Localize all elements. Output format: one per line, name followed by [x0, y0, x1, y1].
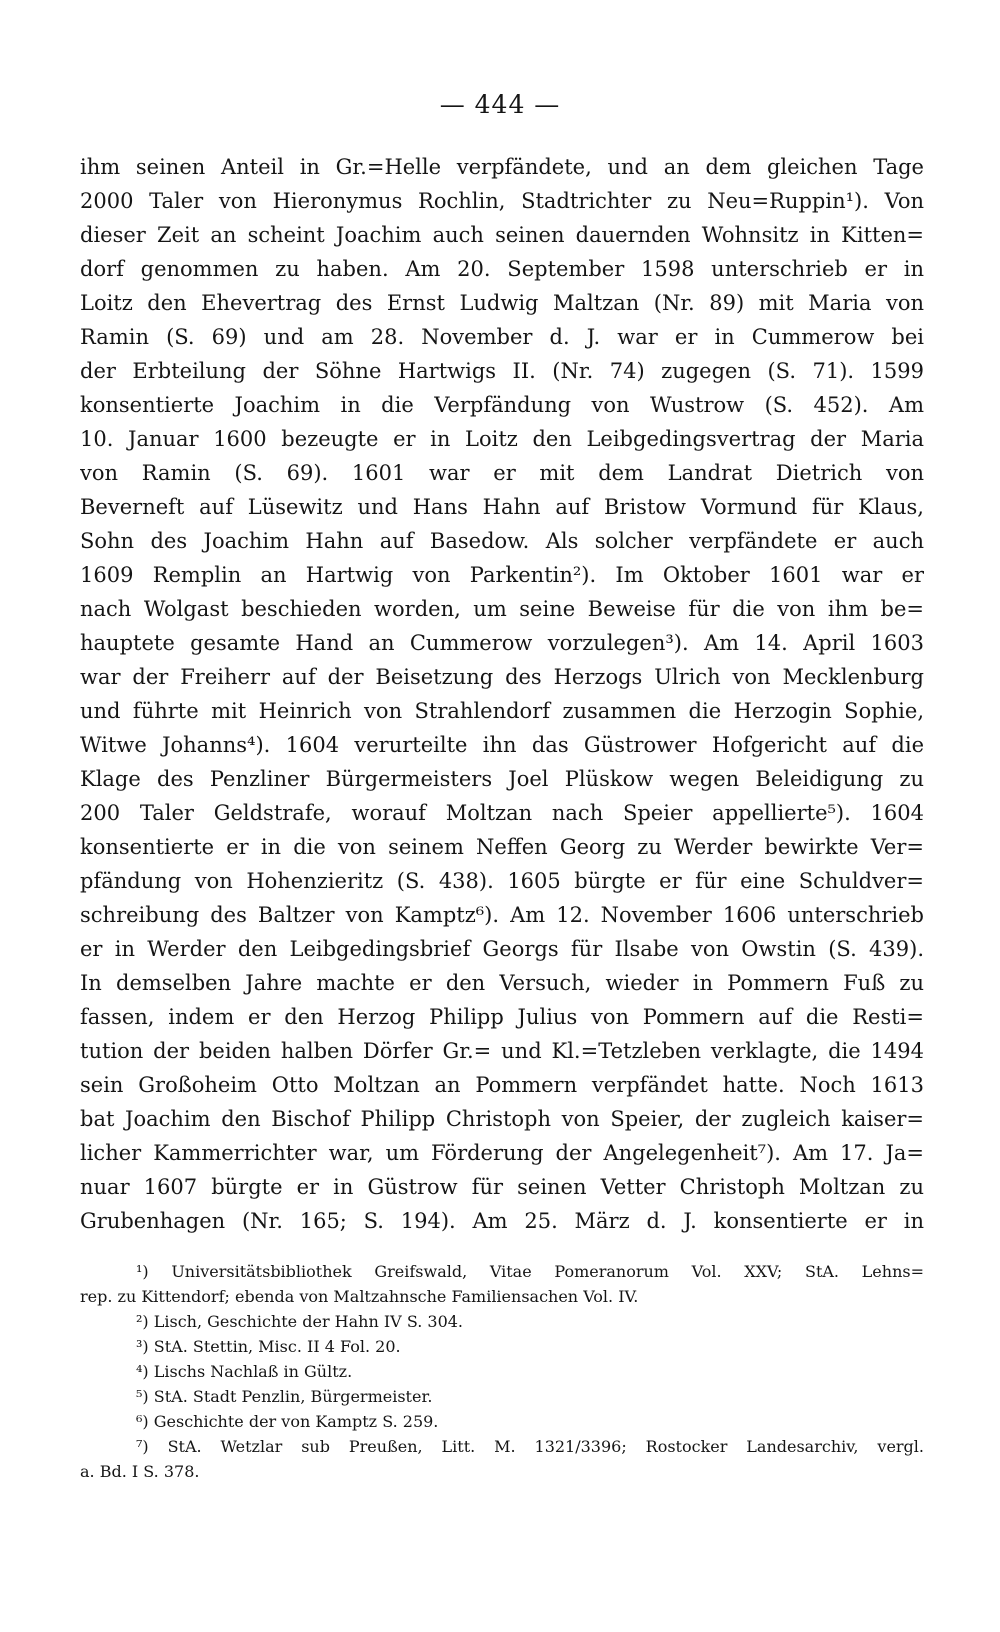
body-line: licher Kammerrichter war, um Förderung der Angelegenheit⁷). Am 17. Ja=: [80, 1141, 924, 1165]
body-text: [80, 150, 924, 1238]
body-line: In demselben Jahre machte er den Versuch, wieder in Pommern Fuß zu: [80, 971, 924, 995]
body-line: Beverneft auf Lüsewitz und Hans Hahn auf Bristow Vormund für Klaus,: [80, 495, 924, 519]
body-line: nach Wolgast beschieden worden, um seine Beweise für die von ihm be=: [80, 597, 924, 621]
footnote-7-continuation: a. Bd. I S. 378.: [80, 1462, 200, 1481]
footnote-7: ⁷) StA. Wetzlar sub Preußen, Litt. M. 1321/3396; Rostocker Landesarchiv, vergl.: [136, 1437, 924, 1456]
body-line: Loitz den Ehevertrag des Ernst Ludwig Maltzan (Nr. 89) mit Maria von: [80, 291, 924, 315]
body-line: Grubenhagen (Nr. 165; S. 194). Am 25. März d. J. konsentierte er in: [80, 1209, 924, 1233]
body-line: von Ramin (S. 69). 1601 war er mit dem Landrat Dietrich von: [80, 461, 924, 485]
footnote-6: ⁶) Geschichte der von Kamptz S. 259.: [136, 1412, 439, 1431]
body-line: hauptete gesamte Hand an Cummerow vorzulegen³). Am 14. April 1603: [80, 631, 924, 655]
body-line: war der Freiherr auf der Beisetzung des Herzogs Ulrich von Mecklenburg: [80, 665, 924, 689]
body-line: und führte mit Heinrich von Strahlendorf zusammen die Herzogin Sophie,: [80, 699, 924, 723]
body-line: dorf genommen zu haben. Am 20. September 1598 unterschrieb er in: [80, 257, 924, 281]
footnote-5: ⁵) StA. Stadt Penzlin, Bürgermeister.: [136, 1387, 433, 1406]
footnote-1: ¹) Universitätsbibliothek Greifswald, Vitae Pomeranorum Vol. XXV; StA. Lehns=: [136, 1262, 924, 1281]
body-line: dieser Zeit an scheint Joachim auch seinen dauernden Wohnsitz in Kitten=: [80, 223, 924, 247]
body-line: 200 Taler Geldstrafe, worauf Moltzan nach Speier appellierte⁵). 1604: [80, 801, 924, 825]
body-line: nuar 1607 bürgte er in Güstrow für seinen Vetter Christoph Moltzan zu: [80, 1175, 924, 1199]
body-line: ihm seinen Anteil in Gr.=Helle verpfändete, und an dem gleichen Tage: [80, 155, 924, 179]
footnote-3: ³) StA. Stettin, Misc. II 4 Fol. 20.: [136, 1337, 401, 1356]
body-line: Sohn des Joachim Hahn auf Basedow. Als solcher verpfändete er auch: [80, 529, 924, 553]
body-line: tution der beiden halben Dörfer Gr.= und Kl.=Tetzleben verklagte, die 1494: [80, 1039, 924, 1063]
body-line: der Erbteilung der Söhne Hartwigs II. (Nr. 74) zugegen (S. 71). 1599: [80, 359, 924, 383]
footnote-1-continuation: rep. zu Kittendorf; ebenda von Maltzahnsche Familiensachen Vol. IV.: [80, 1287, 639, 1306]
footnotes: [80, 1259, 924, 1484]
body-line: 2000 Taler von Hieronymus Rochlin, Stadtrichter zu Neu=Ruppin¹). Von: [80, 189, 924, 213]
body-line: pfändung von Hohenzieritz (S. 438). 1605 bürgte er für eine Schuldver=: [80, 869, 924, 893]
body-line: sein Großoheim Otto Moltzan an Pommern verpfändet hatte. Noch 1613: [80, 1073, 924, 1097]
footnote-4: ⁴) Lischs Nachlaß in Gültz.: [136, 1362, 353, 1381]
body-line: konsentierte Joachim in die Verpfändung von Wustrow (S. 452). Am: [80, 393, 924, 417]
body-line: Ramin (S. 69) und am 28. November d. J. war er in Cummerow bei: [80, 325, 924, 349]
body-line: 10. Januar 1600 bezeugte er in Loitz den Leibgedingsvertrag der Maria: [80, 427, 924, 451]
body-line: konsentierte er in die von seinem Neffen Georg zu Werder bewirkte Ver=: [80, 835, 924, 859]
page-number: — 444 —: [439, 90, 561, 119]
body-line: 1609 Remplin an Hartwig von Parkentin²). Im Oktober 1601 war er: [80, 563, 924, 587]
body-line: Witwe Johanns⁴). 1604 verurteilte ihn das Güstrower Hofgericht auf die: [80, 733, 924, 757]
footnote-2: ²) Lisch, Geschichte der Hahn IV S. 304.: [136, 1312, 464, 1331]
body-line: Klage des Penzliner Bürgermeisters Joel Plüskow wegen Beleidigung zu: [80, 767, 924, 791]
body-line: schreibung des Baltzer von Kamptz⁶). Am 12. November 1606 unterschrieb: [80, 903, 924, 927]
body-line: fassen, indem er den Herzog Philipp Julius von Pommern auf die Resti=: [80, 1005, 924, 1029]
body-line: bat Joachim den Bischof Philipp Christoph von Speier, der zugleich kaiser=: [80, 1107, 924, 1131]
body-line: er in Werder den Leibgedingsbrief Georgs für Ilsabe von Owstin (S. 439).: [80, 937, 924, 961]
